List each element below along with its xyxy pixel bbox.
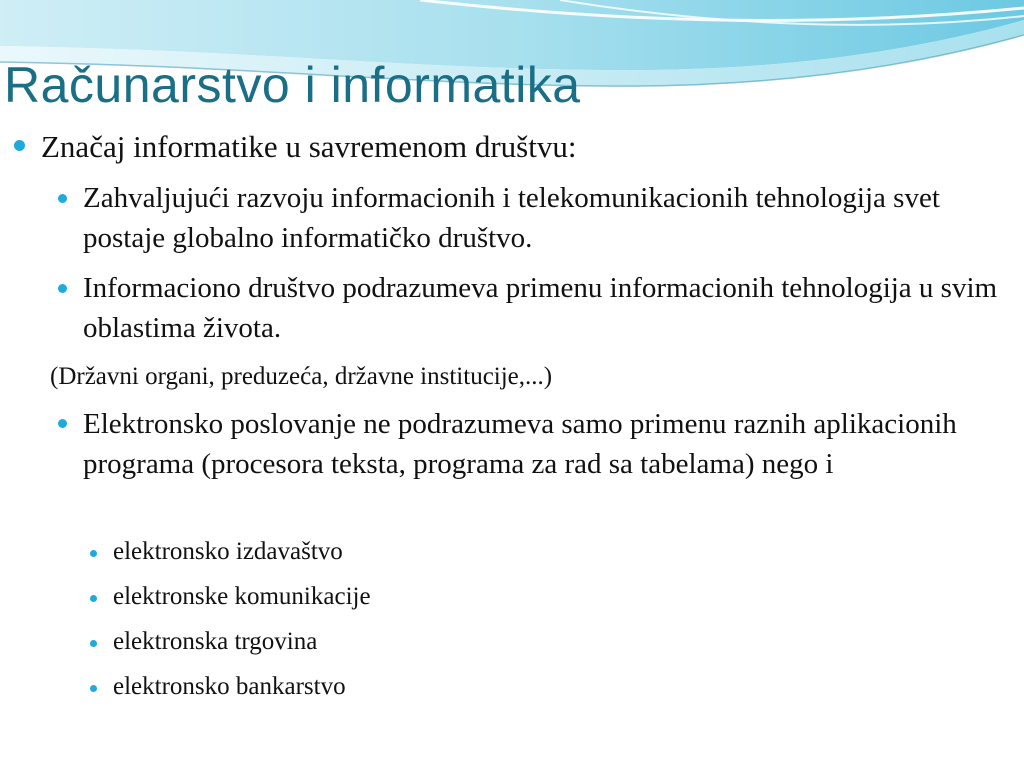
main-point-text: Značaj informatike u savremenom društvu: — [41, 129, 577, 164]
bullet-icon — [90, 595, 97, 602]
bullet-icon — [58, 419, 67, 428]
list-item: elektronske komunikacije — [113, 583, 371, 610]
main-point — [41, 128, 1001, 166]
list-item: elektronsko izdavaštvo — [113, 538, 343, 565]
list-item: elektronsko bankarstvo — [113, 673, 346, 700]
bullet-icon — [14, 140, 25, 151]
sub-point-text: Zahvaljujući razvoju informacionih i telekomunikacionih tehnologija svet postaje globalno informatičko društvo. — [83, 182, 940, 254]
sub-point-text: Elektronsko poslovanje ne podrazumeva samo primenu raznih aplikacionih programa (procesora teksta, programa za rad sa tabelama) nego i — [83, 408, 957, 480]
slide-title: Računarstvo i informatika — [4, 57, 581, 113]
bullet-icon — [90, 685, 97, 692]
sub-point — [83, 404, 1013, 484]
sub-point — [83, 178, 1003, 258]
bullet-icon — [90, 550, 97, 557]
bullet-icon — [58, 284, 67, 293]
sub-point — [83, 268, 1003, 348]
sub-point-text: Informaciono društvo podrazumeva primenu informacionih tehnologija u svim oblastima života. — [83, 272, 998, 344]
list-item: elektronska trgovina — [113, 628, 318, 655]
bullet-icon — [58, 194, 67, 203]
bullet-icon — [90, 640, 97, 647]
note-text: (Državni organi, preduzeća, državne institucije,...) — [50, 363, 553, 390]
